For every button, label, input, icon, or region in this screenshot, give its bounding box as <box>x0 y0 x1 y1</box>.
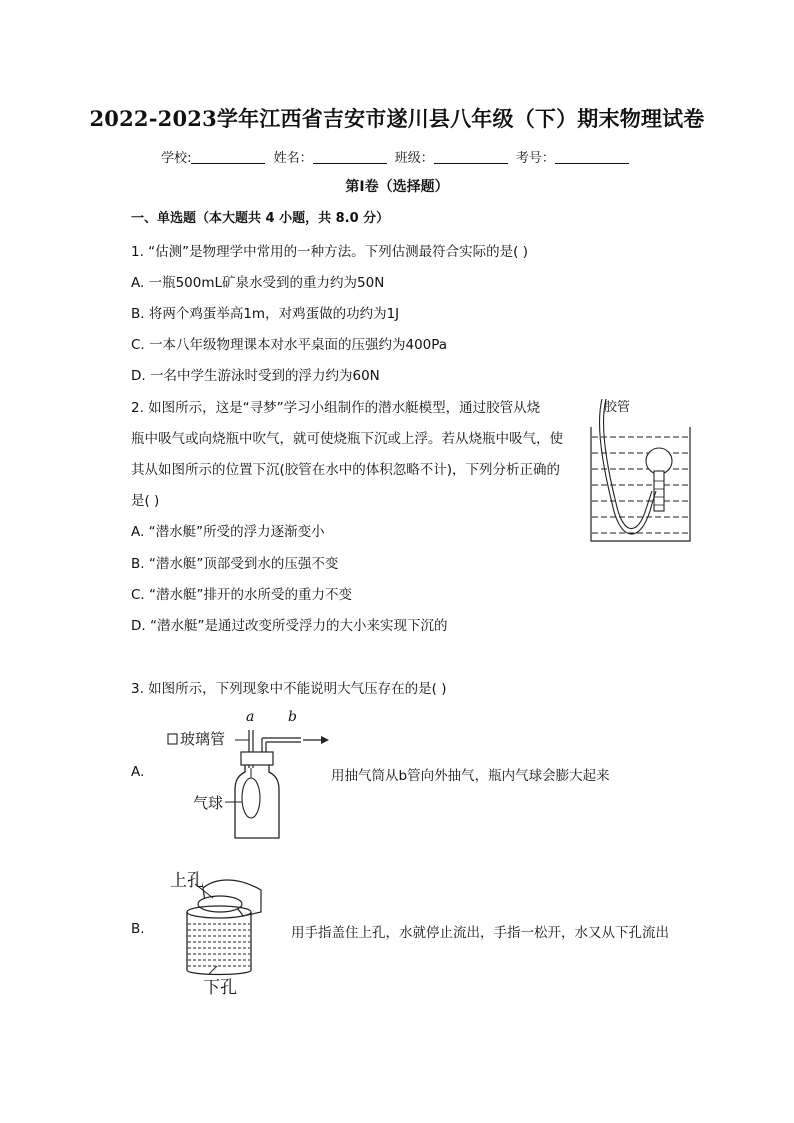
q2-option-a: A. “潜水艇”所受的浮力逐渐变小 <box>131 524 325 540</box>
balloon-label: 气球 <box>193 794 224 812</box>
q2-stem-line-2: 瓶中吸气或向烧瓶中吹气，就可使烧瓶下沉或上浮。若从烧瓶中吸气，使 <box>131 431 563 447</box>
name-label: 姓名： <box>273 151 313 166</box>
q2-stem-line-1: 2. 如图所示，这是“寻梦”学习小组制作的潜水艇模型，通过胶管从烧 <box>131 400 541 416</box>
q1-option-a: A. 一瓶500mL矿泉水受到的重力约为50N <box>131 275 385 291</box>
school-label: 学校: <box>161 151 192 166</box>
glass-tube-label: 玻璃管 <box>180 730 226 748</box>
bottom-hole-label: 下孔 <box>203 978 237 998</box>
q2-stem-line-4: 是( ) <box>131 493 160 509</box>
school-blank <box>191 163 265 164</box>
q1-option-c: C. 一本八年级物理课本对水平桌面的压强约为400Pa <box>131 337 448 353</box>
submarine-model-figure <box>588 393 698 545</box>
name-blank <box>313 163 387 164</box>
q3-option-a-letter: A. <box>131 764 145 780</box>
student-info-row <box>0 147 794 166</box>
class-label: 班级： <box>394 151 434 166</box>
q2-option-d: D. “潜水艇”是通过改变所受浮力的大小来实现下沉的 <box>131 618 448 634</box>
q1-stem: 1. “估测”是物理学中常用的一种方法。下列估测最符合实际的是( ) <box>131 244 528 260</box>
top-hole-label: 上孔 <box>170 871 204 891</box>
exam-number-blank <box>555 163 629 164</box>
q1-option-b: B. 将两个鸡蛋举高1m，对鸡蛋做的功约为1J <box>131 306 400 322</box>
volume-heading: 第Ⅰ卷（选择题） <box>345 179 449 195</box>
q2-option-c: C. “潜水艇”排开的水所受的重力不变 <box>131 587 352 603</box>
tube-a-label: a <box>246 709 255 725</box>
rubber-tube-label: 胶管 <box>604 400 631 415</box>
q1-option-d: D. 一名中学生游泳时受到的浮力约为60N <box>131 368 380 384</box>
tube-b-label: b <box>288 709 297 725</box>
exam-title: 2022-2023学年江西省吉安市遂川县八年级（下）期末物理试卷 <box>89 106 705 131</box>
exam-number-label: 考号： <box>515 151 555 166</box>
q3-option-b-text: 用手指盖住上孔，水就停止流出，手指一松开，水又从下孔流出 <box>291 925 669 941</box>
q3-stem: 3. 如图所示，下列现象中不能说明大气压存在的是( ) <box>131 681 447 697</box>
q3-option-a-text: 用抽气筒从b管向外抽气，瓶内气球会膨大起来 <box>331 768 610 784</box>
q3-option-b-letter: B. <box>131 921 145 937</box>
section-heading: 一、单选题（本大题共 4 小题，共 8.0 分） <box>131 211 390 226</box>
q2-option-b: B. “潜水艇”顶部受到水的压强不变 <box>131 556 339 572</box>
class-blank <box>434 163 508 164</box>
q2-stem-line-3: 其从如图所示的位置下沉(胶管在水中的体积忽略不计)，下列分析正确的 <box>131 462 561 478</box>
